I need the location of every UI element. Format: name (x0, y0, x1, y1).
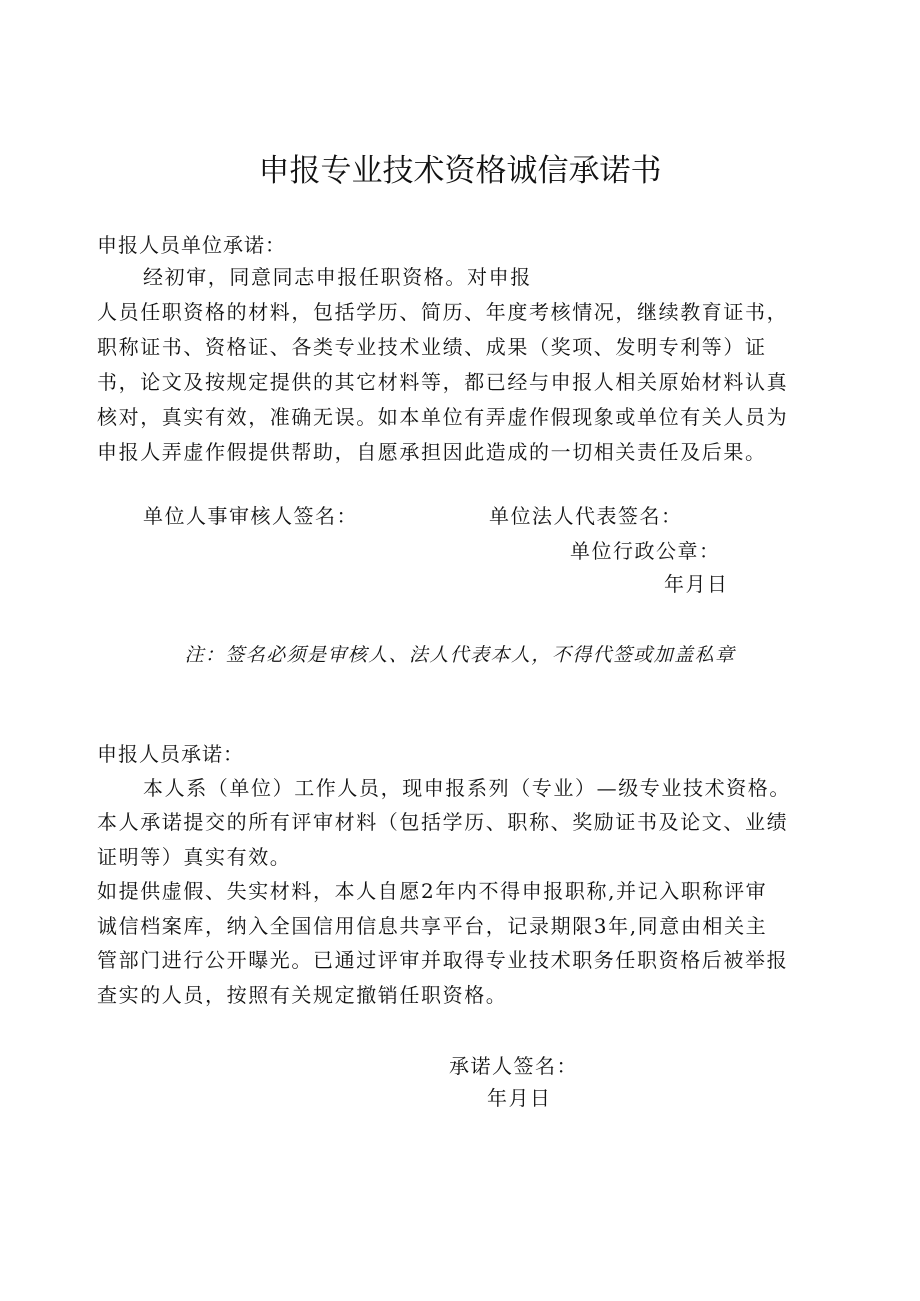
unit-seal-label: 单位行政公章： (570, 539, 721, 563)
applicant-commitment-line: 本人承诺提交的所有评审材料（包括学历、职称、奖励证书及论文、业绩 (97, 810, 789, 834)
unit-commitment-line: 职称证书、资格证、各类专业技术业绩、成果（奖项、发明专利等）证 (97, 335, 767, 359)
applicant-commitment-heading: 申报人员承诺： (97, 742, 244, 766)
unit-commitment-line: 核对，真实有效，准确无误。如本单位有弄虚作假现象或单位有关人员为 (97, 405, 789, 429)
applicant-commitment-line: 本人系（单位）工作人员，现申报系列（专业）—级专业技术资格。 (143, 776, 791, 800)
document-title: 申报专业技术资格诚信承诺书 (258, 153, 662, 189)
applicant-date-label: 年月日 (487, 1086, 552, 1110)
applicant-commitment-line: 管部门进行公开曝光。已通过评审并取得专业技术职务任职资格后被举报 (97, 948, 789, 972)
legal-representative-signature-label: 单位法人代表签名： (489, 504, 683, 528)
hr-reviewer-signature-label: 单位人事审核人签名： (143, 504, 358, 528)
applicant-signature-label: 承诺人签名： (449, 1054, 578, 1078)
unit-commitment-heading: 申报人员单位承诺： (97, 233, 286, 257)
applicant-commitment-line: 如提供虚假、失实材料，本人自愿2年内不得申报职称,并记入职称评审 (97, 879, 768, 903)
unit-commitment-line: 人员任职资格的材料，包括学历、简历、年度考核情况，继续教育证书， (97, 300, 789, 324)
applicant-commitment-line: 查实的人员，按照有关规定撤销任职资格。 (97, 983, 508, 1007)
unit-commitment-line: 经初审，同意同志申报任职资格。对申报 (143, 265, 532, 289)
applicant-commitment-line: 诚信档案库，纳入全国信用信息共享平台，记录期限3年,同意由相关主 (97, 914, 768, 938)
unit-commitment-line: 书，论文及按规定提供的其它材料等，都已经与申报人相关原始材料认真 (97, 370, 789, 394)
unit-commitment-line: 申报人弄虚作假提供帮助，自愿承担因此造成的一切相关责任及后果。 (97, 440, 767, 464)
unit-date-label: 年月日 (664, 572, 729, 596)
signature-note: 注：签名必须是审核人、法人代表本人，不得代签或加盖私章 (184, 644, 736, 666)
applicant-commitment-line: 证明等）真实有效。 (97, 845, 292, 869)
